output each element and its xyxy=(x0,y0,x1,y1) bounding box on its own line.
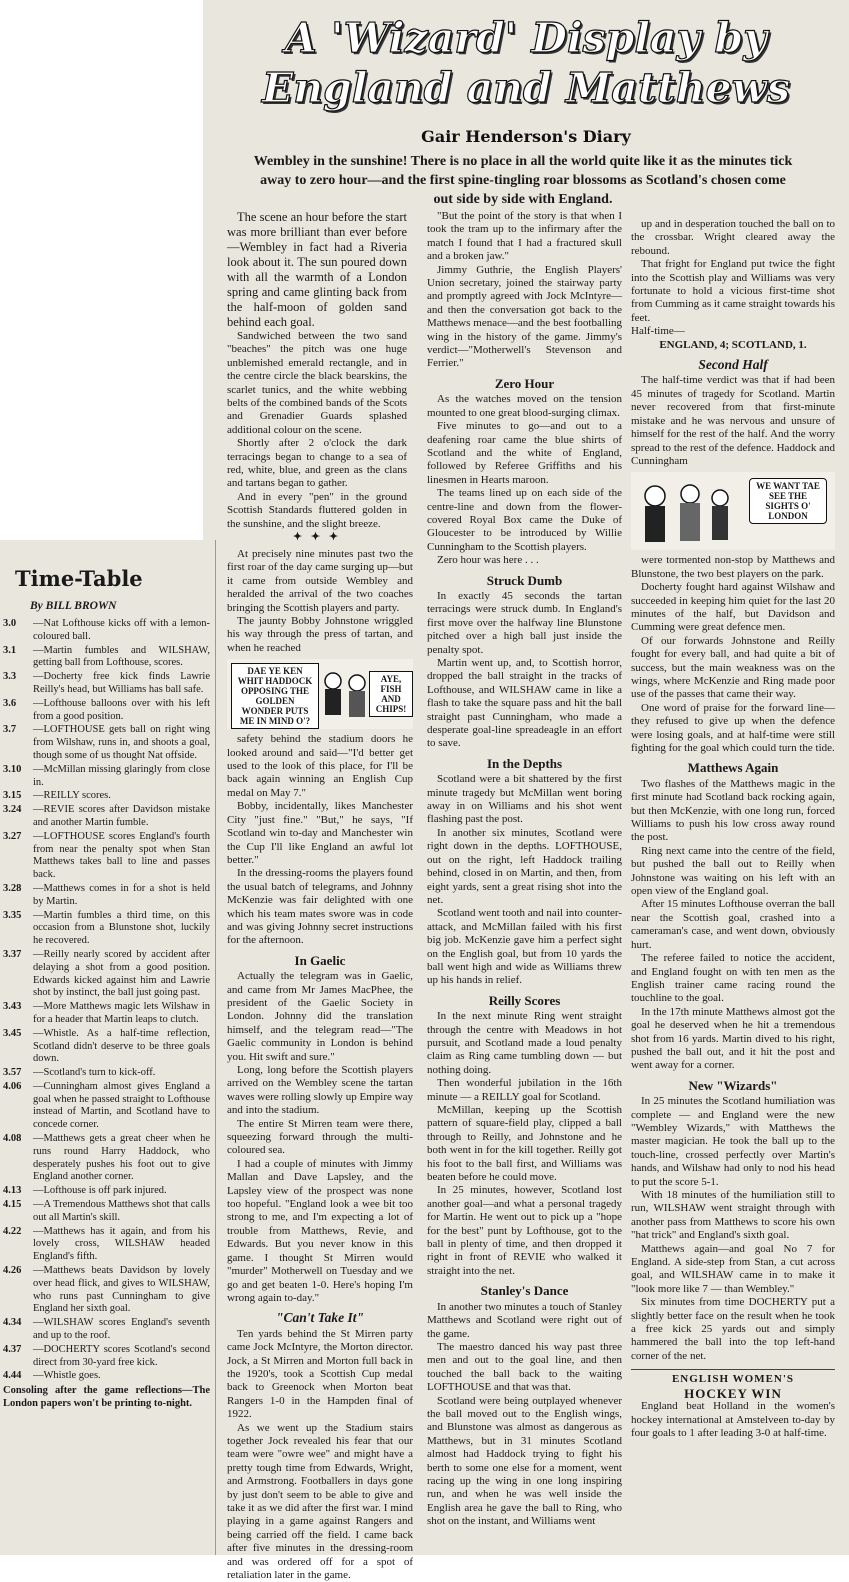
paragraph: In 25 minutes, however, Scotland lost another goal—and what a personal tragedy for Martin. He went out to pick up a "hope for the best" punt by Lofthouse, got to the ball in plenty of time, and then dropped it right in front of REVIE who walked it straight into the net. xyxy=(427,1184,622,1277)
timetable-time: 3.43 xyxy=(3,1001,22,1013)
column-1-upper xyxy=(227,210,407,545)
paragraph: Bobby, incidentally, likes Manchester City "just fine." "But," he says, "If Scotland win to-day and Manchester win the Cup I'll like England an awful lot better." xyxy=(227,800,413,866)
timetable-row xyxy=(3,1226,210,1264)
paragraph: One word of praise for the forward line—they refused to give up when the defence were losing goals, and at half-time were still fighting for the goal which could turn the tide. xyxy=(631,701,835,754)
timetable-time: 4.08 xyxy=(3,1133,22,1145)
timetable-entry: —Scotland's turn to kick-off. xyxy=(33,1067,156,1079)
paragraph: After 15 minutes Lofthouse overran the ball near the Scottish goal, crashed into a cameraman's case, and went down, obviously hurt. xyxy=(631,898,835,951)
paragraph: In the next minute Ring went straight through the centre with Meadows in hot pursuit, and Scotland made a loud penalty claim as Ring came tumbling down — but nothing doing. xyxy=(427,1010,622,1076)
timetable-entry: —Matthews beats Davidson by lovely over head flick, and gives to WILSHAW, who runs past Cunningham to give England her sixth goal. xyxy=(33,1265,210,1315)
timetable-row xyxy=(3,724,210,762)
timetable-row xyxy=(3,1081,210,1132)
timetable-entry: —Lofthouse is off park injured. xyxy=(33,1185,167,1197)
subheading-in-gaelic: In Gaelic xyxy=(294,952,346,968)
timetable-time: 3.24 xyxy=(3,804,22,816)
timetable-row xyxy=(3,883,210,909)
paragraph: Zero hour was here . . . xyxy=(437,554,539,567)
cartoon-figures-icon xyxy=(319,667,369,725)
paragraph: In another two minutes a touch of Stanley Matthews and Scotland were right out of the game. xyxy=(427,1300,622,1340)
paragraph: In 25 minutes the Scotland humiliation was complete — and England were the new "Wembley Wizards," with Matthews the master magician. He took the ball up to the touch-line, crossed perfectly over Martin's hands, and Wilshaw had only to nod his head to put the score 5-1. xyxy=(631,1095,835,1188)
hockey-body: England beat Holland in the women's hockey international at Amstelveen to-day by four goals to 1 after leading 3-0 at half-time. xyxy=(631,1400,835,1439)
headline-line-2: England and Matthews xyxy=(261,64,791,112)
paragraph: up and in desperation touched the ball on to the crossbar. Wright cleared away the rebound. xyxy=(631,218,835,257)
timetable-time: 4.37 xyxy=(3,1343,22,1355)
cartoon-fans-icon xyxy=(635,476,735,546)
paragraph: As the watches moved on the tension mounted to one great blood-surging climax. xyxy=(427,393,622,419)
timetable-row xyxy=(3,1067,210,1080)
timetable-row xyxy=(3,949,210,1000)
hockey-box xyxy=(631,1369,835,1440)
timetable-clipping xyxy=(0,540,216,1555)
timetable-consoling-note: Consoling after the game reflections—The London papers won't be printing to-night. xyxy=(3,1385,210,1410)
timetable-entry: —LOFTHOUSE scores England's fourth from near the penalty spot when Stan Matthews takes ball to line and passes back. xyxy=(33,830,210,881)
timetable-time: 3.37 xyxy=(3,948,22,960)
timetable-row xyxy=(3,1199,210,1225)
timetable-time: 3.15 xyxy=(3,790,22,802)
timetable-entry: —Martin fumbles and WILSHAW, getting ball from Lofthouse, scores. xyxy=(33,644,210,669)
timetable-row xyxy=(3,790,210,803)
paragraph: "But the point of the story is that when I took the tram up to the infirmary after the match I found that I had a fractured skull and a broken jaw." xyxy=(427,210,622,263)
paragraph: In the 17th minute Matthews almost got the goal he deserved when he hit a tremendous shot from 16 yards. Martin dived to his right, pushed the ball out, and it hit the post and went away for a corner. xyxy=(631,1005,835,1072)
timetable-time: 3.57 xyxy=(3,1067,22,1079)
paragraph: The entire St Mirren team were there, squeezing forward through the multi-coloured sea. xyxy=(227,1117,413,1157)
paragraph: I had a couple of minutes with Jimmy Mallan and Dave Lapsley, and the Lapsley view of the prospect was none too hopeful. "England look a wee bit too strong to me, and I'm expecting a lot of trouble from Matthews, Revie, and Edwards. But you never know in this game. I thought St Mirren would "murder" Motherwell on Tuesday and we go and get beaten 1-0. Here's hoping I'm wrong again to-day." xyxy=(227,1157,413,1304)
timetable-time: 3.35 xyxy=(3,909,22,921)
timetable-time: 4.15 xyxy=(3,1199,22,1211)
timetable-time: 3.28 xyxy=(3,882,22,894)
timetable-row xyxy=(3,1028,210,1066)
timetable-entry: —Docherty free kick finds Lawrie Reilly's head, but Williams has ball safe. xyxy=(33,671,210,695)
timetable-entry: —Cunningham almost gives England a goal when he passed straight to Lofthouse instead of Martin, and Scotland have to concede corner. xyxy=(33,1080,210,1131)
subheading-stanleys-dance: Stanley's Dance xyxy=(480,1283,569,1299)
paragraph: With 18 minutes of the humiliation still to run, WILSHAW went straight through with another pass from Matthews to score his own "hat trick" and England's sixth goal. xyxy=(631,1189,835,1242)
paragraph: Docherty fought hard against Wilshaw and succeeded in keeping him quiet for the last 20 minutes of the half, but Davidson and Cumming were great defence men. xyxy=(631,581,835,634)
timetable-entry: —Matthews comes in for a shot is held by Martin. xyxy=(33,882,210,907)
timetable-list xyxy=(3,618,210,1411)
timetable-row xyxy=(3,1001,210,1027)
column-2 xyxy=(427,210,622,1529)
halftime-score: ENGLAND, 4; SCOTLAND, 1. xyxy=(659,338,807,351)
paragraph: As we went up the Stadium stairs together Jock revealed his fear that our team were "owre wee" and might have a pretty tough time from Edwards, Wright, and Armstrong. Footballers in days gone by just don't seem to be able to give and take it as we did after the first war. I mind playing in a game against Rangers and being carried off the field. I came back after five minutes in the dressing-room and was ordered off for a spot of retaliation later in the game. xyxy=(227,1421,413,1582)
paragraph: The teams lined up on each side of the centre-line and down from the flower-covered Royal Box came the Duke of Gloucester to be introduced by Willie Cunningham to the Scottish players. xyxy=(427,487,622,553)
paragraph: Then wonderful jubilation in the 16th minute — a REILLY goal for Scotland. xyxy=(427,1077,622,1103)
timetable-time: 3.7 xyxy=(3,724,17,736)
main-article-clipping xyxy=(203,0,849,1582)
paragraph: Six minutes from time DOCHERTY put a slightly better face on the result when he took a free kick 25 yards out and simply hammered the ball into the top left-hand corner of the net. xyxy=(631,1296,835,1362)
timetable-entry: —A Tremendous Matthews shot that calls out all Martin's skill. xyxy=(33,1199,210,1223)
timetable-time: 4.22 xyxy=(3,1225,22,1237)
column-1-lower xyxy=(227,548,413,1582)
hockey-title-2: HOCKEY WIN xyxy=(684,1385,782,1401)
paragraph: Actually the telegram was in Gaelic, and came from Mr James MacPhee, the president of the Gaelic Society in London. Johnny did the translation himself, and the telegram read—"The Gaelic community in London is behind you. Hit swift and sure." xyxy=(227,970,413,1063)
timetable-time: 3.10 xyxy=(3,763,22,775)
separator-stars: ✦ ✦ ✦ xyxy=(292,531,342,544)
paragraph: Martin went up, and, to Scottish horror, dropped the ball straight in the tracks of Lofthouse, and WILSHAW came in like a flash to take the square pass and hit the ball straight past Cunningham, who made a desperate goal-line spreadeagle in an effort to save. xyxy=(427,657,622,750)
paragraph: were tormented non-stop by Matthews and Blunstone, the two best players on the park. xyxy=(631,554,835,580)
paragraph: Scotland were being outplayed whenever the ball moved out to the English wings, and Blunstone was almost as dangerous as Matthews, but in 31 minutes Scotland almost had Haddock trying to fight his berth to some one else for a moment, went racing up the wing in one long inspiring run, and when he was well inside the English area he gave the ball to Ring, who shot on the instant, and Williams went xyxy=(427,1394,622,1528)
paragraph: McMillan, keeping up the Scottish pattern of square-field play, clipped a ball through to Reilly, and Johnstone and he both went in for the kill together. Reilly got his foot to the ball first, and Williams was beaten before he could move. xyxy=(427,1104,622,1184)
cartoon-speech-right: AYE, FISH AND CHIPS! xyxy=(369,671,413,717)
timetable-entry: —Matthews has it again, and from his lovely cross, WILSHAW headed England's fifth. xyxy=(33,1225,210,1263)
timetable-row xyxy=(3,804,210,830)
paragraph: Of our forwards Johnstone and Reilly fought for every ball, and had quite a bit of success, but the main weakness was on the wings, where McKenzie and Ring made poor use of the passes that came their way. xyxy=(631,634,835,701)
timetable-time: 3.3 xyxy=(3,671,17,683)
paragraph: The maestro danced his way past three men and out to the goal line, and then touched the ball back to the waiting LOFTHOUSE and that was that. xyxy=(427,1340,622,1394)
timetable-row xyxy=(3,831,210,882)
timetable-entry: —Matthews gets a great cheer when he runs round Harry Haddock, who desperately pushes his foot out to give England another corner. xyxy=(33,1133,210,1183)
paragraph: Scotland went tooth and nail into counter-attack, and McMillan failed with his first big job. McKenzie gave him a perfect sight on the English goal, but from 10 yards the ball went high and wide as Williams threw up his hands in relief. xyxy=(427,907,622,987)
timetable-row xyxy=(3,910,210,948)
subheading-zero-hour: Zero Hour xyxy=(494,375,555,391)
timetable-time: 3.0 xyxy=(3,618,17,629)
paragraph: Scotland were a bit shattered by the first minute tragedy but McMillan went boring away in on Williams and his shot went flashing past the post. xyxy=(427,773,622,826)
paragraph: The jaunty Bobby Johnstone wriggled his way through the press of tartan, and when he reached xyxy=(227,615,413,654)
timetable-row xyxy=(3,1317,210,1343)
subheading-in-the-depths: In the Depths xyxy=(486,755,563,771)
timetable-entry: —REILLY scores. xyxy=(33,790,111,802)
cartoon-haddock xyxy=(227,659,413,729)
timetable-entry: —More Matthews magic lets Wilshaw in for a header that Martin leaps to clutch. xyxy=(33,1001,210,1025)
timetable-time: 4.13 xyxy=(3,1185,22,1197)
paragraph: And in every "pen" in the ground Scottish Standards fluttered golden in the sunshine, and the slight breeze. xyxy=(227,490,407,530)
timetable-row xyxy=(3,671,210,697)
timetable-entry: —Whistle. As a half-time reflection, Scotland didn't deserve to be three goals down. xyxy=(33,1027,210,1065)
paragraph: safety behind the stadium doors he looked around and said—"I'd better get used to the look of this place, for I'll be back again winning an English Cup medal on May 7." xyxy=(227,733,413,799)
timetable-row xyxy=(3,618,210,644)
subheading-matthews-again: Matthews Again xyxy=(687,760,779,776)
timetable-row xyxy=(3,1185,210,1198)
intro-paragraph: Wembley in the sunshine! There is no place in all the world quite like it as the minutes tick away to zero hour—and the first spine-tingling roar blossoms as Scotland's chosen come out side by side with England. xyxy=(253,154,793,207)
byline: Gair Henderson's Diary xyxy=(421,127,631,146)
timetable-time: 3.1 xyxy=(3,644,17,656)
timetable-row xyxy=(3,645,210,671)
timetable-entry: —Whistle goes. xyxy=(33,1370,101,1382)
paragraph: The referee failed to notice the accident, and England fought on with ten men as the English trainer came racing round the touchline to the goal. xyxy=(631,952,835,1005)
paragraph: That fright for England put twice the fight into the Scottish play and Williams was very fortunate to hold a vicious first-time shot from Cumming as it came straight towards his feet. xyxy=(631,258,835,324)
paragraph: Long, long before the Scottish players arrived on the Wembley scene the tartan waves were rolling slowly up Empire way and into the stadium. xyxy=(227,1064,413,1117)
timetable-entry: —McMillan missing glaringly from close in. xyxy=(33,763,210,788)
paragraph: The half-time verdict was that if had been 45 minutes of tragedy for Scotland. Martin never recovered from that first-minute mistake and he was nervous and unsure of himself for the rest of the half. And the worry spread to the rest of the defence. Haddock and Cunningham xyxy=(631,374,835,467)
halftime-label: Half-time— xyxy=(631,325,685,338)
timetable-time: 4.26 xyxy=(3,1265,22,1277)
paragraph: In exactly 45 seconds the tartan terracings were struck dumb. In England's first move over the halfway line Blunstone pitched over a high ball just inside the penalty spot. xyxy=(427,589,622,656)
subheading-new-wizards: New "Wizards" xyxy=(688,1077,778,1093)
timetable-time: 3.45 xyxy=(3,1027,22,1039)
timetable-byline: By BILL BROWN xyxy=(30,600,117,612)
timetable-row xyxy=(3,1133,210,1184)
subheading-reilly-scores: Reilly Scores xyxy=(488,992,561,1008)
hockey-title-1: ENGLISH WOMEN'S xyxy=(671,1373,795,1386)
paragraph: The scene an hour before the start was more brilliant than ever before—Wembley in fact had a Riveria look about it. The sun poured down with all the warmth of a London spring and came glinting back from the half-moon of golden sand behind each goal. xyxy=(227,210,407,329)
paragraph: Matthews again—and goal No 7 for England. A side-step from Stan, a cut across goal, and WILSHAW came in to make it "look more like 7 — than Wembley." xyxy=(631,1242,835,1295)
timetable-row xyxy=(3,698,210,724)
paragraph: Jimmy Guthrie, the English Players' Union secretary, joined the stairway party and promptly agreed with Jock McIntyre—and then the conversation got back to the Matthews menace—and the best footballing wing in the history of the game. Jimmy's verdict—"Motherwell's Stevenson and Ferrier." xyxy=(427,263,622,370)
timetable-entry: —LOFTHOUSE gets ball on right wing from Wilshaw, runs in, and shoots a goal, though some of us thought Nat offside. xyxy=(33,724,210,761)
timetable-row xyxy=(3,1344,210,1370)
timetable-row xyxy=(3,764,210,790)
column-3 xyxy=(631,218,835,1440)
headline-line-1: A 'Wizard' Display by xyxy=(284,14,768,62)
timetable-title: Time-Table xyxy=(15,566,143,591)
paragraph: In the dressing-rooms the players found the usual batch of telegrams, and Johnny McKenzie was fair delighted with one which his team mates swore was in code and was giving Johnny secret instructions for the afternoon. xyxy=(227,867,413,947)
timetable-entry: —Nat Lofthouse kicks off with a lemon-coloured ball. xyxy=(33,618,210,642)
timetable-time: 4.34 xyxy=(3,1317,22,1329)
timetable-entry: —Reilly nearly scored by accident after delaying a shot from a good position. Edwards kicked against him and Lawrie shot by instinct, the ball just going past. xyxy=(33,948,210,999)
timetable-time: 4.44 xyxy=(3,1370,22,1382)
timetable-entry: —DOCHERTY scores Scotland's second direct from 30-yard free kick. xyxy=(33,1343,210,1368)
paragraph: Sandwiched between the two sand "beaches" the pitch was one huge unblemished emerald rectangle, and in the centre circle the black bearskins, the scarlet tunics, and the white webbing belts of the combined bands of the Scots and Grenadier Guards splashed additional colour on the scene. xyxy=(227,330,407,436)
timetable-row xyxy=(3,1370,210,1383)
paragraph: Five minutes to go—and out to a deafening roar came the blue shirts of Scotland and the white of England, followed by Referee Griffiths and his linesmen in Hearts maroon. xyxy=(427,420,622,486)
paragraph: At precisely nine minutes past two the first roar of the day came surging up—but it came from outside Wembley and heralded the arrival of the two coaches bringing the Scottish players and party. xyxy=(227,548,413,614)
timetable-entry: —Lofthouse balloons over with his left from a good position. xyxy=(33,697,210,722)
timetable-time: 4.06 xyxy=(3,1080,22,1092)
paragraph: In another six minutes, Scotland were right down in the depths. LOFTHOUSE, out on the right, left Haddock trailing behind, closed in on Martin, and then, from eight yards, sent a great rising shot into the net. xyxy=(427,826,622,906)
paragraph: Ten yards behind the St Mirren party came Jock McIntyre, the Morton director. Jock, a St Mirren and Morton full back in the 1920's, took a Scottish Cup medal back to Greenock when Morton beat Rangers 1-0 in the Hampden final of 1922. xyxy=(227,1327,413,1421)
subheading-second-half: Second Half xyxy=(698,357,768,373)
subheading-cant-take-it: "Can't Take It" xyxy=(275,1310,364,1326)
timetable-time: 3.27 xyxy=(3,830,22,842)
cartoon-sign: WE WANT TAE SEE THE SIGHTS O' LONDON xyxy=(749,478,827,524)
subheading-struck-dumb: Struck Dumb xyxy=(486,572,563,588)
timetable-entry: —WILSHAW scores England's seventh and up to the roof. xyxy=(33,1317,210,1342)
timetable-time: 3.6 xyxy=(3,697,17,709)
cartoon-speech-left: DAE YE KEN WHIT HADDOCK OPPOSING THE GOLDEN WONDER PUTS ME IN MIND O'? xyxy=(231,663,319,729)
paragraph: Two flashes of the Matthews magic in the first minute had Scotland back rocking again, but then McKenzie, with one long run, forced Williams to push his low cross away round the post. xyxy=(631,777,835,844)
paragraph: Ring next came into the centre of the field, but pushed the ball out to Reilly when Johnstone was waiting on his left with an open view of the England goal. xyxy=(631,844,835,898)
cartoon-sights-of-london xyxy=(631,472,835,550)
timetable-row xyxy=(3,1265,210,1316)
timetable-entry: —Martin fumbles a third time, on this occasion from a Blunstone shot, luckily he recovered. xyxy=(33,909,210,947)
timetable-entry: —REVIE scores after Davidson mistake and another Martin fumble. xyxy=(33,804,210,828)
paragraph: Shortly after 2 o'clock the dark terracings began to change to a sea of red, white, blue, and green as the clans and tartans began to gather. xyxy=(227,437,407,490)
